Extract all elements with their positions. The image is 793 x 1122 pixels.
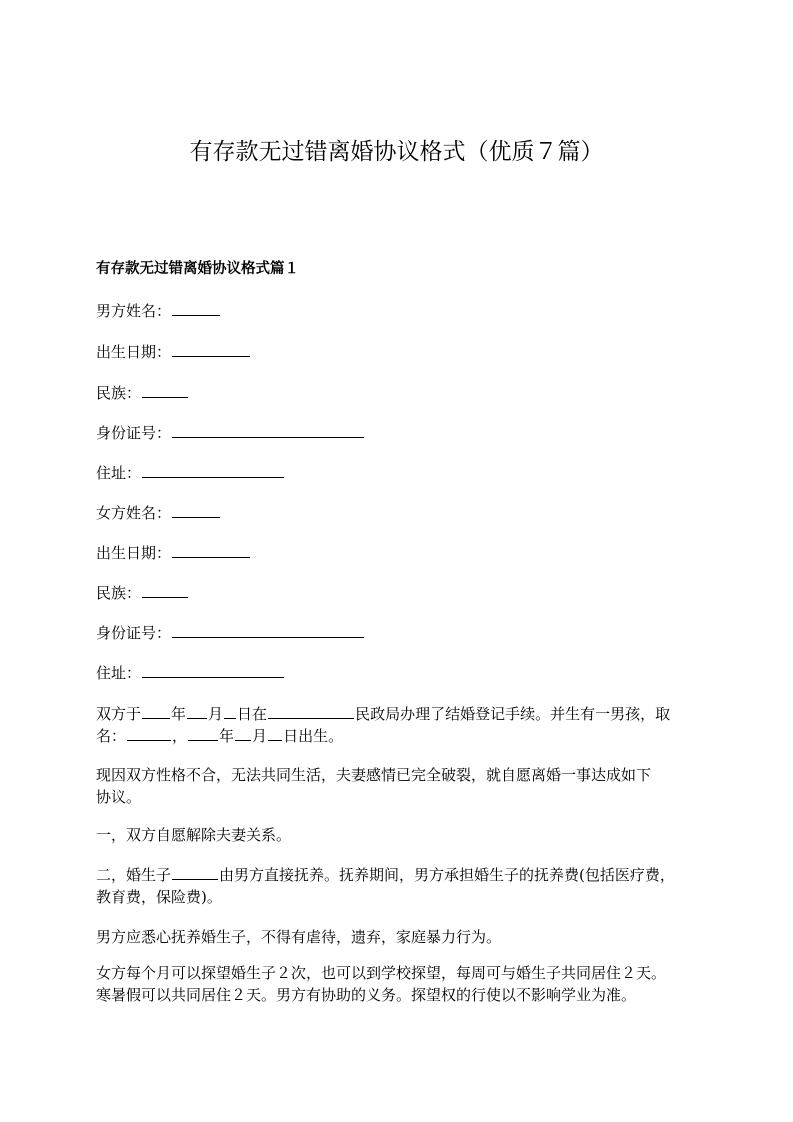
fill-blank xyxy=(188,725,218,741)
fill-blank xyxy=(142,382,188,398)
fill-blank xyxy=(172,422,364,438)
field-female-birth xyxy=(96,542,251,564)
clause-1 xyxy=(96,824,708,846)
text-run: 年 xyxy=(219,727,235,745)
document-title: 有存款无过错离婚协议格式（优质７篇） xyxy=(189,139,604,165)
paragraph-line: 协议。 xyxy=(96,788,142,806)
field-female-id xyxy=(96,622,365,644)
field-label: 身份证号： xyxy=(96,624,172,642)
paragraph-line: 一，双方自愿解除夫妻关系。 xyxy=(96,826,292,844)
field-male-id xyxy=(96,422,365,444)
field-label: 女方姓名： xyxy=(96,504,172,522)
field-label: 出生日期： xyxy=(96,544,172,562)
fill-blank xyxy=(142,662,284,678)
text-run: 年 xyxy=(171,705,187,723)
text-run: 日在 xyxy=(237,705,268,723)
field-label: 住址： xyxy=(96,464,142,482)
text-run: 月 xyxy=(252,727,268,745)
field-male-address xyxy=(96,462,285,484)
clause-2 xyxy=(96,864,708,908)
text-run: 月 xyxy=(208,705,224,723)
paragraph-line: 寒暑假可以共同居住２天。男方有协助的义务。探望权的行使以不影响学业为准。 xyxy=(96,986,637,1004)
section-heading: 有存款无过错离婚协议格式篇１ xyxy=(96,261,299,277)
fill-blank xyxy=(187,703,207,719)
fill-blank xyxy=(268,725,282,741)
field-label: 民族： xyxy=(96,584,142,602)
fill-blank xyxy=(224,703,236,719)
fill-blank xyxy=(142,462,284,478)
field-male-ethnicity xyxy=(96,382,189,404)
fill-blank xyxy=(268,703,354,719)
field-female-address xyxy=(96,662,285,684)
field-label: 出生日期： xyxy=(96,343,172,361)
field-female-ethnicity xyxy=(96,582,189,604)
paragraph-line: 现因双方性格不合，无法共同生活，夫妻感情已完全破裂，就自愿离婚一事达成如下 xyxy=(96,766,652,784)
reason-paragraph xyxy=(96,764,708,808)
fill-blank xyxy=(172,502,220,518)
paragraph-line: 教育费，保险费)。 xyxy=(96,888,222,906)
marriage-paragraph xyxy=(96,703,708,747)
fill-blank xyxy=(142,703,170,719)
fill-blank xyxy=(172,542,250,558)
fill-blank xyxy=(172,300,220,316)
fill-blank xyxy=(142,582,188,598)
paragraph-line: 男方应悉心抚养婚生子，不得有虐待，遗弃，家庭暴力行为。 xyxy=(96,928,502,946)
field-label: 民族： xyxy=(96,384,142,402)
text-run: 二，婚生子 xyxy=(96,866,172,884)
field-male-birth xyxy=(96,341,251,363)
text-run: ， xyxy=(172,727,188,745)
text-run: 民政局办理了结婚登记手续。并生有一男孩，取 xyxy=(355,705,671,723)
field-label: 住址： xyxy=(96,664,142,682)
paragraph-line: 女方每个月可以探望婚生子２次，也可以到学校探望，每周可与婚生子共同居住２天。 xyxy=(96,964,667,982)
fill-blank xyxy=(172,864,218,880)
clause-3 xyxy=(96,926,708,948)
clause-4 xyxy=(96,962,708,1006)
fill-blank xyxy=(127,725,171,741)
field-label: 男方姓名： xyxy=(96,302,172,320)
field-female-name xyxy=(96,502,221,524)
text-run: 由男方直接抚养。抚养期间，男方承担婚生子的抚养费(包括医疗费， xyxy=(219,866,675,884)
fill-blank xyxy=(172,341,250,357)
paragraph-line xyxy=(96,703,708,725)
field-label: 身份证号： xyxy=(96,424,172,442)
fill-blank xyxy=(172,622,364,638)
field-male-name xyxy=(96,300,221,322)
fill-blank xyxy=(235,725,251,741)
paragraph-line xyxy=(96,725,708,747)
text-run: 日出生。 xyxy=(283,727,344,745)
text-run: 名： xyxy=(96,727,127,745)
text-run: 双方于 xyxy=(96,705,142,723)
paragraph-line xyxy=(96,864,708,886)
